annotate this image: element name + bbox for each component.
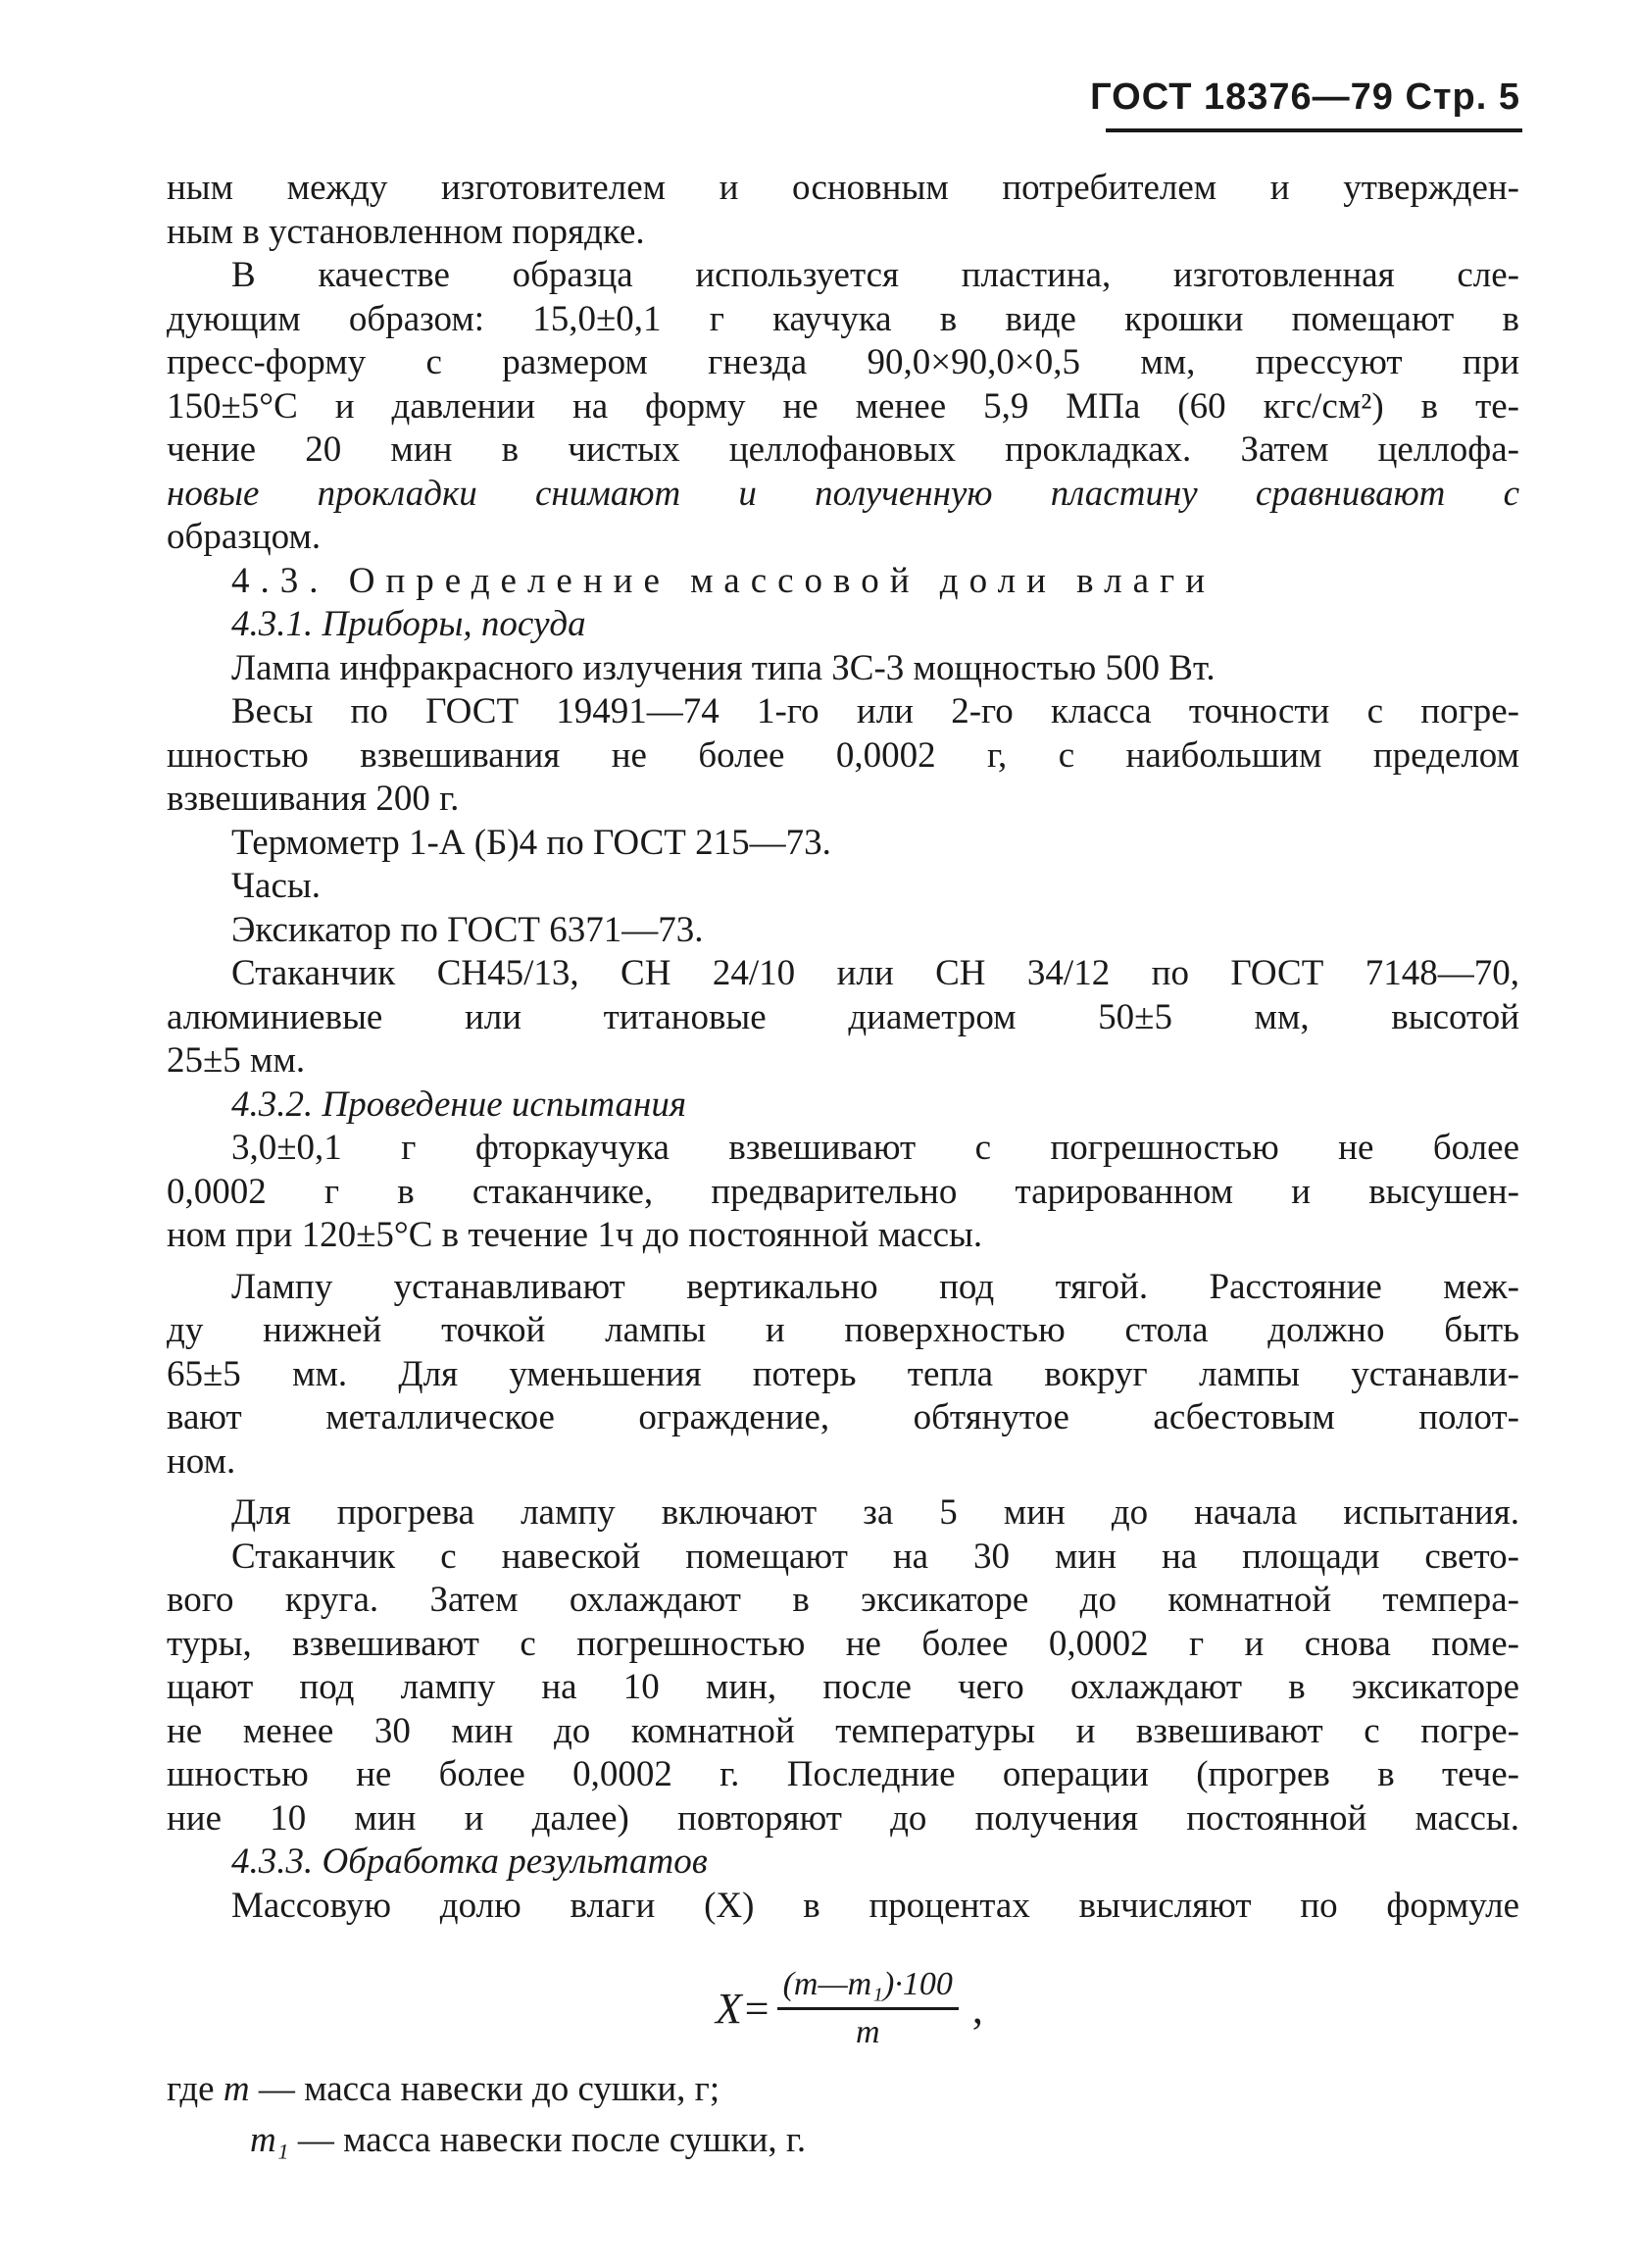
symbol-m: m bbox=[223, 2069, 250, 2109]
definition-text: — масса навески после сушки, г. bbox=[297, 2120, 807, 2160]
text-line: ном при 120±5°С в течение 1ч до постоянной массы. bbox=[167, 1215, 983, 1255]
text-line: вого круга. Затем охлаждают в эксикаторе до комнатной темпера- bbox=[167, 1580, 1519, 1620]
text-line: Стаканчик СН45/13, СН 24/10 или СН 34/12 по ГОСТ 7148—70, bbox=[231, 953, 1519, 993]
formula-fraction bbox=[777, 1966, 959, 2051]
text-line: образцом. bbox=[167, 517, 322, 557]
header-rule bbox=[1106, 128, 1522, 132]
text-line: 25±5 мм. bbox=[167, 1040, 306, 1081]
formula-lhs: X= bbox=[716, 1985, 771, 2033]
section-heading: 4.3. Определение массовой доли влаги bbox=[231, 560, 1216, 601]
text-line: Для прогрева лампу включают за 5 мин до начала испытания. bbox=[231, 1492, 1519, 1533]
subsection-heading: 4.3.3. Обработка результатов bbox=[231, 1841, 708, 1882]
text-line: пресс-форму с размером гнезда 90,0×90,0×0,5 мм, прессуют при bbox=[167, 342, 1519, 382]
text-line: ние 10 мин и далее) повторяют до получения постоянной массы. bbox=[167, 1797, 1519, 1839]
text-line: ном. bbox=[167, 1440, 236, 1482]
text-line: Лампа инфракрасного излучения типа ЗС-3 мощностью 500 Вт. bbox=[231, 647, 1216, 688]
formula-denominator: m bbox=[855, 2014, 880, 2050]
text-line: шностью взвешивания не более 0,0002 г, с наибольшим пределом bbox=[167, 734, 1519, 776]
text-line: Часы. bbox=[231, 866, 322, 906]
definition-text: — масса навески до сушки, г; bbox=[258, 2069, 720, 2109]
text-line: туры, взвешивают с погрешностью не более 0,0002 г и снова поме- bbox=[167, 1623, 1519, 1664]
document-body bbox=[167, 167, 1519, 1928]
text-line: шностью не более 0,0002 г. Последние операции (прогрев в тече- bbox=[167, 1754, 1519, 1794]
text-line: дующим образом: 15,0±0,1 г каучука в виде крошки помещают в bbox=[167, 298, 1519, 339]
text-line: ным в установленном порядке. bbox=[167, 211, 645, 252]
definition-line bbox=[167, 2115, 806, 2166]
text-line: Весы по ГОСТ 19491—74 1-го или 2-го класса точности с погре- bbox=[231, 691, 1519, 731]
text-line: 3,0±0,1 г фторкаучука взвешивают с погрешностью не более bbox=[231, 1128, 1519, 1168]
where-prefix: где bbox=[167, 2069, 215, 2109]
formula-comma: , bbox=[971, 1985, 983, 2033]
text-line: В качестве образца используется пластина, изготовленная сле- bbox=[231, 255, 1519, 295]
text-line: Стаканчик с навеской помещают на 30 мин на площади свето- bbox=[231, 1536, 1519, 1577]
text-line: 150±5°С и давлении на форму не менее 5,9 МПа (60 кгс/см²) в те- bbox=[167, 385, 1519, 427]
text-line: вают металлическое ограждение, обтянутое асбестовым полот- bbox=[167, 1397, 1519, 1437]
text-line: чение 20 мин в чистых целлофановых прокладках. Затем целлофа- bbox=[167, 429, 1519, 470]
formula-numerator: (m—m₁)·100 bbox=[777, 1966, 959, 2010]
text-line: Лампу устанавливают вертикально под тягой. Расстояние меж- bbox=[231, 1266, 1519, 1307]
text-line: взвешивания 200 г. bbox=[167, 779, 460, 819]
text-line: Эксикатор по ГОСТ 6371—73. bbox=[231, 909, 704, 950]
text-line: ду нижней точкой лампы и поверхностью стола должно быть bbox=[167, 1310, 1519, 1350]
text-line: не менее 30 мин до комнатной температуры и взвешивают с погре- bbox=[167, 1710, 1519, 1751]
text-line: щают под лампу на 10 мин, после чего охлаждают в эксикаторе bbox=[167, 1667, 1519, 1707]
variable-definitions bbox=[167, 2064, 806, 2166]
definition-line bbox=[167, 2064, 806, 2115]
text-line: Массовую долю влаги (X) в процентах вычисляют по формуле bbox=[231, 1885, 1519, 1926]
text-line: алюминиевые или титановые диаметром 50±5 мм, высотой bbox=[167, 996, 1519, 1037]
subsection-heading: 4.3.2. Проведение испытания bbox=[231, 1084, 687, 1125]
text-line: Термометр 1-А (Б)4 по ГОСТ 215—73. bbox=[231, 822, 831, 863]
symbol-m1: m₁ bbox=[250, 2120, 289, 2160]
text-line: 65±5 мм. Для уменьшения потерь тепла вокруг лампы устанавли- bbox=[167, 1353, 1519, 1394]
page-header: ГОСТ 18376—79 Стр. 5 bbox=[1090, 76, 1520, 118]
text-line: 0,0002 г в стаканчике, предварительно тарированном и высушен- bbox=[167, 1171, 1519, 1212]
text-line: новые прокладки снимают и полученную пластину сравнивают с bbox=[167, 473, 1519, 514]
moisture-formula bbox=[716, 1966, 983, 2051]
text-line: ным между изготовителем и основным потребителем и утвержден- bbox=[167, 168, 1519, 208]
subsection-heading: 4.3.1. Приборы, посуда bbox=[231, 604, 586, 644]
